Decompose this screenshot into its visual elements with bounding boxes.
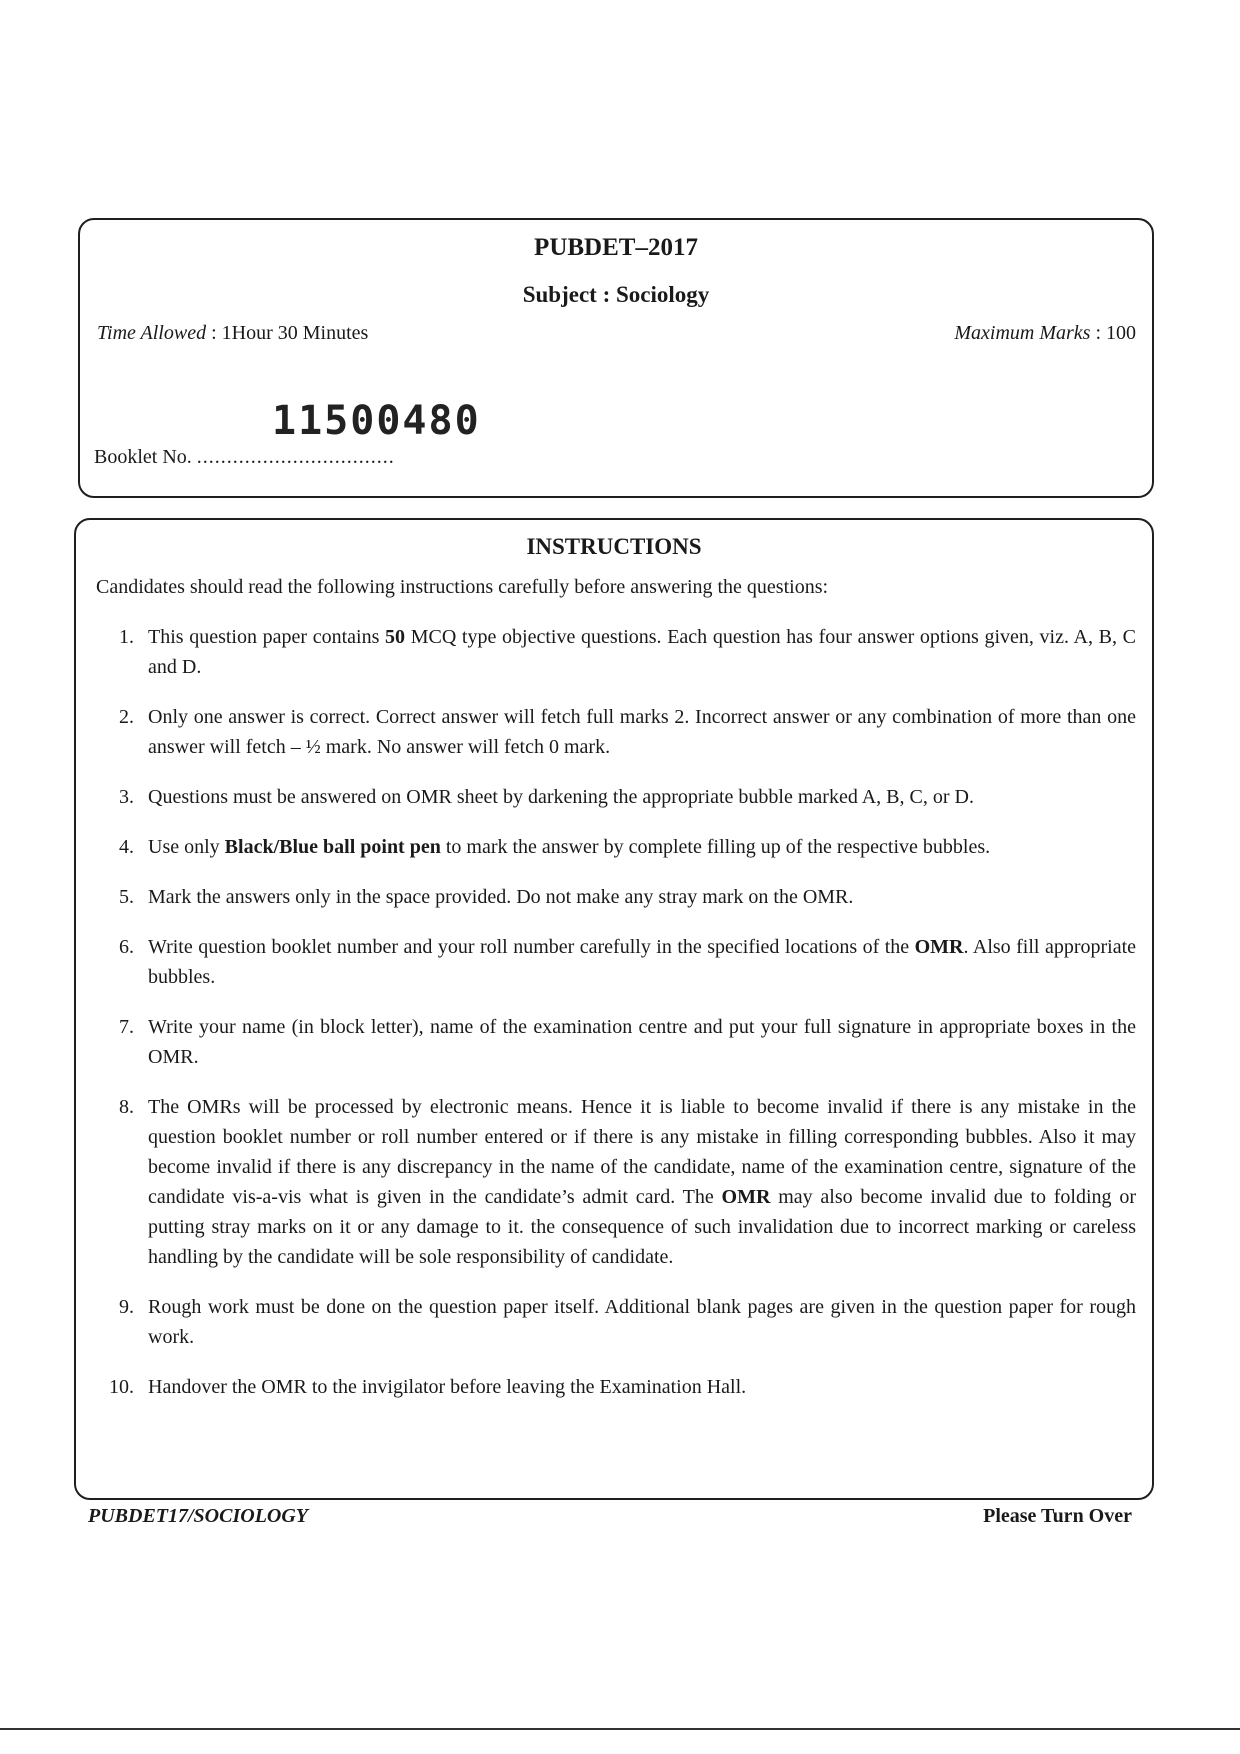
instruction-item	[92, 832, 1136, 862]
maximum-marks-label: Maximum Marks	[954, 322, 1091, 344]
exam-subject: Subject : Sociology	[522, 282, 710, 307]
instruction-text-part: Rough work must be done on the question paper itself. Additional blank pages are given in the question paper for rough work.	[148, 1296, 1136, 1348]
booklet-number-field	[94, 446, 395, 469]
instruction-text	[148, 882, 1136, 912]
instruction-text-part: Questions must be answered on OMR sheet by darkening the appropriate bubble marked A, B, C, or D.	[148, 786, 974, 808]
instruction-number: 5.	[119, 886, 134, 908]
instruction-item	[92, 882, 1136, 912]
instruction-text-bold: OMR	[721, 1186, 771, 1208]
instructions-heading: INSTRUCTIONS	[526, 534, 702, 559]
instruction-number: 6.	[119, 936, 134, 958]
time-allowed	[97, 322, 368, 345]
maximum-marks-value: : 100	[1095, 322, 1136, 344]
instruction-number: 8.	[119, 1096, 134, 1118]
instruction-text	[148, 1012, 1136, 1072]
maximum-marks	[954, 322, 1136, 345]
instruction-number: 2.	[119, 706, 134, 728]
instruction-text	[148, 622, 1136, 682]
page-bottom-rule	[0, 1728, 1240, 1730]
instruction-number: 1.	[119, 626, 134, 648]
instruction-item	[92, 1372, 1136, 1402]
time-allowed-label: Time Allowed	[97, 322, 207, 344]
instruction-item	[92, 1092, 1136, 1272]
please-turn-over: Please Turn Over	[983, 1505, 1132, 1527]
instruction-number: 9.	[119, 1296, 134, 1318]
time-allowed-value: : 1Hour 30 Minutes	[211, 322, 369, 344]
booklet-number-stamp: 11500480	[272, 398, 481, 444]
instruction-item	[92, 622, 1136, 682]
instruction-text-bold: Black/Blue ball point pen	[224, 836, 441, 858]
instruction-number: 7.	[119, 1016, 134, 1038]
instruction-text-part: Only one answer is correct. Correct answer will fetch full marks 2. Incorrect answer or any combination of more than one answer will fetch – ½ mark. No answer will fetch 0 mark.	[148, 706, 1136, 758]
instruction-text-part: MCQ type objective questions. Each question has four answer options given, viz. A, B, C and D.	[148, 626, 1136, 678]
instruction-item	[92, 1012, 1136, 1072]
instruction-text	[148, 1092, 1136, 1272]
instructions-list	[92, 622, 1136, 1422]
paper-code: PUBDET17/SOCIOLOGY	[88, 1505, 309, 1527]
instructions-intro: Candidates should read the following instructions carefully before answering the questions:	[96, 576, 829, 598]
instruction-text	[148, 832, 1136, 862]
instruction-text-bold: OMR	[914, 936, 964, 958]
instruction-item	[92, 702, 1136, 762]
instruction-text	[148, 932, 1136, 992]
booklet-number-label: Booklet No.	[94, 446, 192, 468]
exam-header-box	[78, 218, 1154, 498]
booklet-number-dotted-line: .................................	[196, 446, 395, 468]
instruction-text	[148, 1372, 1136, 1402]
instruction-text-bold: 50	[385, 626, 406, 648]
instruction-item	[92, 1292, 1136, 1352]
instructions-box	[74, 518, 1154, 1500]
instruction-item	[92, 932, 1136, 992]
instruction-text	[148, 1292, 1136, 1352]
instruction-text	[148, 702, 1136, 762]
instruction-item	[92, 782, 1136, 812]
instruction-text-part: Mark the answers only in the space provided. Do not make any stray mark on the OMR.	[148, 886, 854, 908]
instruction-text-part: Write your name (in block letter), name of the examination centre and put your full signature in appropriate boxes in the OMR.	[148, 1016, 1136, 1068]
instruction-text	[148, 782, 1136, 812]
instruction-text-part: The OMRs will be processed by electronic means. Hence it is liable to become invalid if there is any mistake in the question booklet number or roll number entered or if there is any mistake in filling corresponding bubbles. Also it may become invalid if there is any discrepancy in the name of the candidate, name of the examination centre, signature of the candidate vis-a-vis what is given in the candidate’s admit card. The	[148, 1096, 1136, 1208]
instruction-text-part: Use only	[148, 836, 225, 858]
instruction-text-part: to mark the answer by complete filling up of the respective bubbles.	[440, 836, 991, 858]
instruction-text-part: Handover the OMR to the invigilator before leaving the Examination Hall.	[148, 1376, 747, 1398]
instruction-text-part: may also become invalid due to folding or putting stray marks on it or any damage to it. the consequence of such invalidation due to incorrect marking or careless handling by the candidate will be sole responsibility of candidate.	[148, 1186, 1136, 1268]
instruction-number: 4.	[119, 836, 134, 858]
instruction-number: 3.	[119, 786, 134, 808]
instruction-text-part: This question paper contains	[148, 626, 386, 648]
exam-title: PUBDET–2017	[534, 234, 698, 261]
instruction-number: 10.	[109, 1376, 134, 1398]
instruction-text-part: . Also fill appropriate bubbles.	[148, 936, 1137, 988]
instruction-text-part: Write question booklet number and your roll number carefully in the specified locations of the	[148, 936, 915, 958]
